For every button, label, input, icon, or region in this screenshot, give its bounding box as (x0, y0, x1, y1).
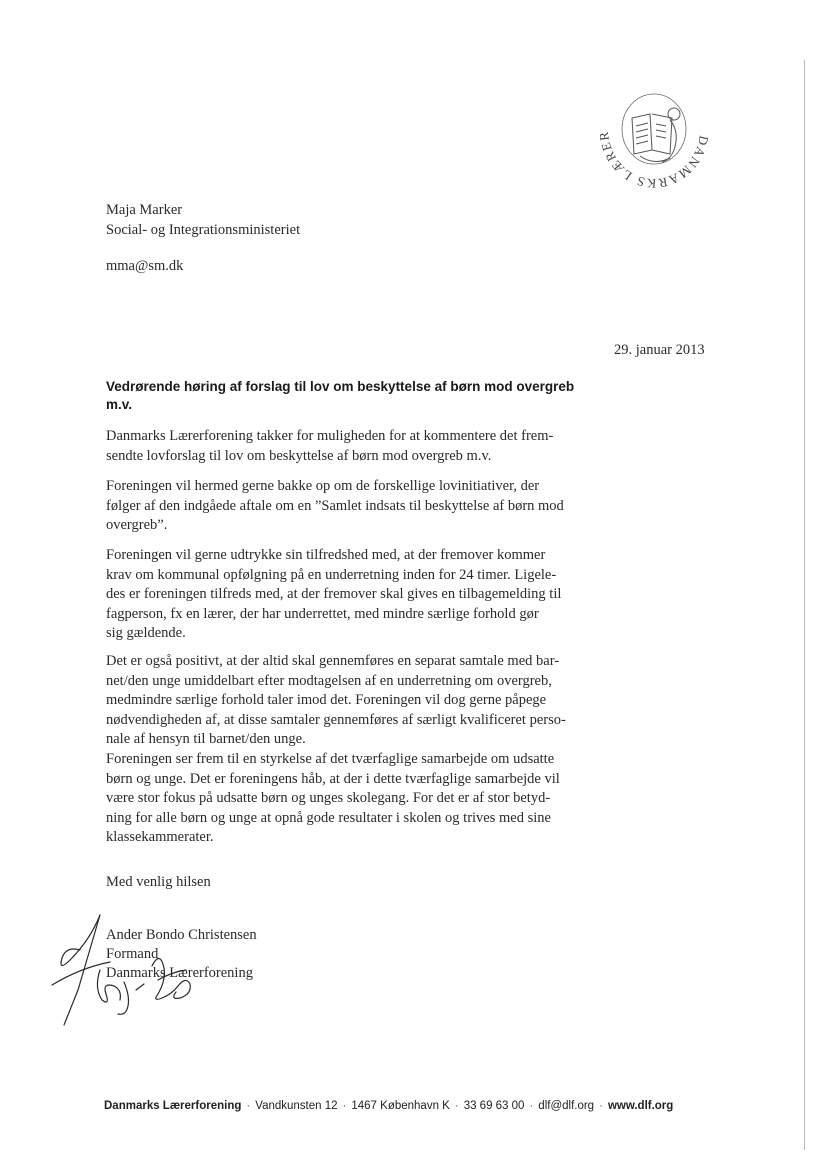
paragraph-line: følger af den indgåede aftale om en ”Samlet indsats til beskyttelse af børn mod (106, 497, 564, 514)
body-paragraph-2 (106, 477, 586, 536)
recipient-email[interactable]: mma@sm.dk (106, 258, 184, 274)
paragraph-line: Foreningen ser frem til en styrkelse af det tværfaglige samarbejde om udsatte (106, 751, 555, 767)
footer-separator: · (529, 1100, 534, 1112)
recipient-name: Maja Marker (106, 202, 183, 218)
paragraph-line: overgreb”. (106, 517, 168, 533)
subject-line-1: Vedrørende høring af forslag til lov om beskyttelse af børn mod overgreb (106, 379, 575, 394)
signer-title: Formand (106, 946, 159, 962)
paragraph-line: medmindre særlige forhold taler imod det. Foreningen vil dog gerne påpege (106, 692, 547, 708)
svg-text:DANMARKS LÆRERFORENING (600, 70, 708, 188)
footer-phone: 33 69 63 00 (463, 1100, 525, 1112)
seal-icon (600, 70, 708, 188)
paragraph-line: nødvendigheden af, at disse samtaler gennemføres af særligt kvalificeret perso- (106, 711, 566, 728)
body-paragraph-3 (106, 546, 586, 644)
subject-line-2: m.v. (106, 397, 133, 412)
seal-ring-text: ANMARKS LÆR (601, 144, 708, 188)
paragraph-line: Foreningen vil hermed gerne bakke op om de forskellige lovinitiativer, der (106, 478, 540, 494)
paragraph-line: klassekammerater. (106, 829, 214, 845)
signer-block (106, 926, 257, 983)
paragraph-line: sendte lovforslag til lov om beskyttelse af børn mod overgreb m.v. (106, 447, 492, 464)
letter-subject (106, 378, 606, 414)
closing-greeting: Med venlig hilsen (106, 874, 211, 890)
paragraph-line: sig gældende. (106, 625, 186, 641)
paragraph-line: ning for alle børn og unge at opnå gode resultater i skolen og trives med sine (106, 809, 551, 826)
signer-organization: Danmarks Lærerforening (106, 965, 253, 981)
paragraph-line: Danmarks Lærerforening takker for muligheden for at kommentere det frem- (106, 428, 554, 444)
footer-email[interactable]: dlf@dlf.org (538, 1100, 595, 1112)
footer-separator: · (454, 1100, 459, 1112)
page-edge-line (804, 60, 805, 1150)
footer-separator: · (342, 1100, 347, 1112)
recipient-block (106, 200, 300, 240)
organization-seal-logo (600, 70, 708, 188)
footer-address: Vandkunsten 12 (255, 1100, 338, 1112)
body-paragraph-1 (106, 427, 586, 466)
paragraph-line: des er foreningen tilfreds med, at der fremover skal gives en tilbagemelding til (106, 586, 562, 602)
recipient-ministry: Social- og Integrationsministeriet (106, 222, 301, 238)
footer-separator: · (246, 1100, 251, 1112)
letter-date: 29. januar 2013 (614, 342, 705, 358)
body-paragraph-5 (106, 750, 586, 848)
paragraph-line: være stor fokus på udsatte børn og unges skolegang. For det er af stor betyd- (106, 790, 551, 806)
paragraph-line: nale af hensyn til barnet/den unge. (106, 731, 306, 747)
signer-name: Ander Bondo Christensen (106, 927, 257, 943)
footer-separator: · (599, 1100, 603, 1112)
paragraph-line: fagperson, fx en lærer, der har underrettet, med mindre særlige forhold gør (106, 605, 539, 622)
paragraph-line: Foreningen vil gerne udtrykke sin tilfredshed med, at der fremover kommer (106, 547, 546, 563)
body-paragraph-4 (106, 652, 586, 750)
footer-city: 1467 København K (351, 1100, 450, 1112)
footer-organization: Danmarks Lærerforening (104, 1100, 242, 1112)
letter-footer (104, 1100, 673, 1112)
paragraph-line: krav om kommunal opfølgning på en underretning inden for 24 timer. Ligele- (106, 566, 557, 583)
paragraph-line: børn og unge. Det er foreningens håb, at der i dette tværfaglige samarbejde vil (106, 770, 560, 787)
footer-website-link[interactable]: www.dlf.org (607, 1100, 674, 1112)
paragraph-line: net/den unge umiddelbart efter modtagelsen af en underretning om overgreb, (106, 672, 552, 689)
paragraph-line: Det er også positivt, at der altid skal gennemføres en separat samtale med bar- (106, 653, 560, 669)
